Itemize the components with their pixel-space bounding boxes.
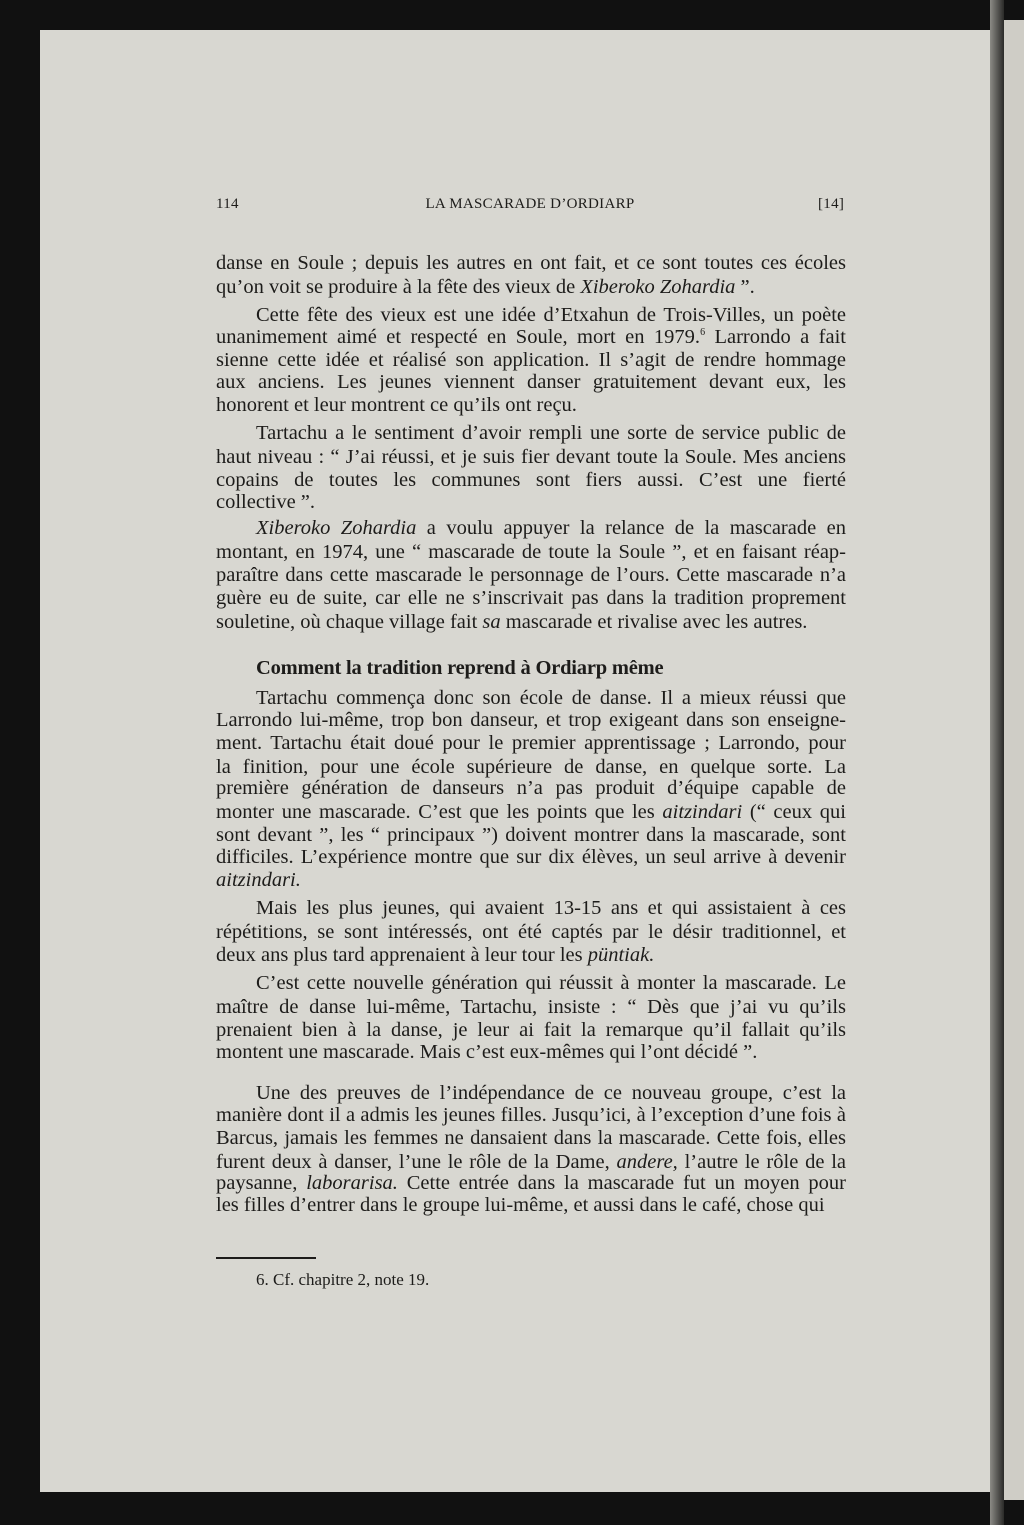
text-line	[216, 709, 846, 731]
text-segment: sienne cette idée et réalisé son application. Il s’agit de rendre hommage	[216, 349, 846, 371]
italic-text: sa	[482, 611, 501, 633]
page-number: 114	[216, 196, 239, 212]
text-segment: monter une mascarade. C’est que les points que les	[216, 801, 663, 823]
text-line	[216, 1127, 846, 1149]
text-line	[256, 897, 846, 919]
text-segment: Cette entrée dans la mascarade fut un moyen pour	[397, 1172, 847, 1194]
text-segment: a voulu appuyer la relance de la mascarade en	[416, 517, 846, 539]
text-segment: mascarade et rivalise avec les autres.	[500, 611, 808, 633]
text-line	[216, 944, 846, 966]
text-line	[256, 1082, 846, 1104]
text-segment: première génération de danseurs n’a pas produit d’équipe capable de	[216, 777, 846, 799]
text-line	[216, 1019, 846, 1041]
text-line	[216, 1194, 846, 1216]
text-line	[256, 304, 846, 326]
text-segment: la finition, pour une école supérieure de danse, en quelque sorte. La	[216, 756, 846, 778]
footnote-rule	[216, 1257, 316, 1259]
text-line	[216, 756, 846, 778]
text-segment: ment. Tartachu était doué pour le premier apprentissage ; Larrondo, pour	[216, 732, 846, 754]
text-segment: maître de danse lui-même, Tartachu, insiste : “ Dès que j’ai vu qu’ils	[216, 996, 846, 1018]
text-segment: montent une mascarade. Mais c’est eux-mêmes qui l’ont décidé ”.	[216, 1041, 758, 1063]
text-segment: qu’on voit se produire à la fête des vieux de	[216, 276, 581, 298]
text-line	[256, 422, 846, 444]
text-segment: copains de toutes les communes sont fiers aussi. C’est une fierté	[216, 469, 846, 491]
text-segment: Une des preuves de l’indépendance de ce nouveau groupe, c’est la	[256, 1082, 846, 1104]
text-line	[216, 1172, 846, 1194]
text-line	[216, 469, 846, 491]
text-line	[216, 252, 846, 274]
text-line	[216, 541, 846, 563]
text-line	[216, 371, 846, 393]
text-segment: aux anciens. Les jeunes viennent danser gratuitement devant eux, les	[216, 371, 846, 393]
text-segment: deux ans plus tard apprenaient à leur tour les	[216, 944, 588, 966]
text-line	[216, 326, 846, 348]
text-segment: Larrondo lui-même, trop bon danseur, et trop exigeant dans son enseigne-	[216, 709, 846, 731]
text-line	[216, 921, 846, 943]
text-segment: prenaient bien à la danse, je leur ai fait la remarque qu’il fallait qu’ils	[216, 1019, 846, 1041]
text-segment: (“ ceux qui	[742, 801, 846, 823]
text-segment: Tartachu a le sentiment d’avoir rempli une sorte de service public de	[256, 422, 846, 444]
italic-text: Xiberoko Zohardia	[256, 517, 417, 539]
text-line	[216, 394, 846, 416]
text-line	[216, 824, 846, 846]
text-line	[216, 1041, 846, 1063]
chapter-ref: [14]	[818, 196, 845, 212]
text-segment: furent deux à danser, l’une le rôle de la Dame,	[216, 1151, 617, 1173]
italic-text: andere,	[616, 1151, 678, 1173]
text-line	[216, 1104, 846, 1126]
text-segment: paysanne,	[216, 1172, 307, 1194]
text-segment: montant, en 1974, une “ mascarade de toute la Soule ”, et en faisant réap-	[216, 541, 846, 563]
text-segment: Mais les plus jeunes, qui avaient 13-15 ans et qui assistaient à ces	[256, 897, 846, 919]
text-line	[216, 777, 846, 799]
text-segment: unanimement aimé et respecté en Soule, mort en 1979.	[216, 326, 701, 348]
section-heading: Comment la tradition reprend à Ordiarp même	[256, 657, 664, 679]
text-line	[216, 801, 846, 823]
text-segment: Larrondo a fait	[705, 326, 847, 348]
text-line	[216, 1151, 846, 1173]
text-segment: Tartachu commença donc son école de danse. Il a mieux réussi que	[256, 687, 846, 709]
text-segment: guère eu de suite, car elle ne s’inscrivait pas dans la tradition proprement	[216, 587, 846, 609]
text-segment: Barcus, jamais les femmes ne dansaient dans la mascarade. Cette fois, elles	[216, 1127, 846, 1149]
text-segment: C’est cette nouvelle génération qui réussit à monter la mascarade. Le	[256, 972, 846, 994]
text-segment: difficiles. L’expérience montre que sur dix élèves, un seul arrive à devenir	[216, 846, 846, 868]
italic-text: laborarisa.	[306, 1172, 398, 1194]
text-segment: collective ”.	[216, 491, 316, 513]
text-line	[216, 564, 846, 586]
text-segment: ”.	[735, 276, 755, 298]
footnote: 6. Cf. chapitre 2, note 19.	[256, 1270, 430, 1289]
italic-text: aitzindari	[662, 801, 743, 823]
footnote-ref: 6	[700, 327, 706, 339]
facing-page-edge	[1004, 20, 1024, 1500]
text-line	[256, 972, 846, 994]
text-line	[216, 276, 846, 298]
text-line	[216, 491, 846, 513]
text-line	[216, 349, 846, 371]
text-line	[216, 869, 846, 891]
text-segment: honorent et leur montrent ce qu’ils ont reçu.	[216, 394, 577, 416]
text-line	[216, 587, 846, 609]
text-segment: répétitions, se sont intéressés, ont été captés par le désir traditionnel, et	[216, 921, 846, 943]
text-segment: souletine, où chaque village fait	[216, 611, 483, 633]
text-segment: haut niveau : “ J’ai réussi, et je suis fier devant toute la Soule. Mes anciens	[216, 446, 846, 468]
text-line	[216, 446, 846, 468]
italic-text: Xiberoko Zohardia	[580, 276, 736, 298]
text-line	[216, 611, 846, 633]
book-gutter	[990, 0, 1004, 1525]
text-segment: paraître dans cette mascarade le personnage de l’ours. Cette mascarade n’a	[216, 564, 846, 586]
text-segment: l’autre le rôle de la	[677, 1151, 846, 1173]
text-line	[256, 687, 846, 709]
text-segment: les filles d’entrer dans le groupe lui-même, et aussi dans le café, chose qui	[216, 1194, 825, 1216]
italic-text: aitzindari.	[216, 869, 301, 891]
running-title: LA MASCARADE D’ORDIARP	[425, 196, 635, 212]
text-line	[256, 517, 846, 539]
italic-text: püntiak.	[587, 944, 655, 966]
text-segment: danse en Soule ; depuis les autres en ont fait, et ce sont toutes ces écoles	[216, 252, 846, 274]
text-segment: sont devant ”, les “ principaux ”) doivent montrer dans la mascarade, sont	[216, 824, 846, 846]
text-segment: Cette fête des vieux est une idée d’Etxahun de Trois-Villes, un poète	[256, 304, 846, 326]
text-line	[216, 996, 846, 1018]
text-line	[216, 732, 846, 754]
text-segment: manière dont il a admis les jeunes filles. Jusqu’ici, à l’exception d’une fois à	[216, 1104, 846, 1126]
text-line	[216, 846, 846, 868]
